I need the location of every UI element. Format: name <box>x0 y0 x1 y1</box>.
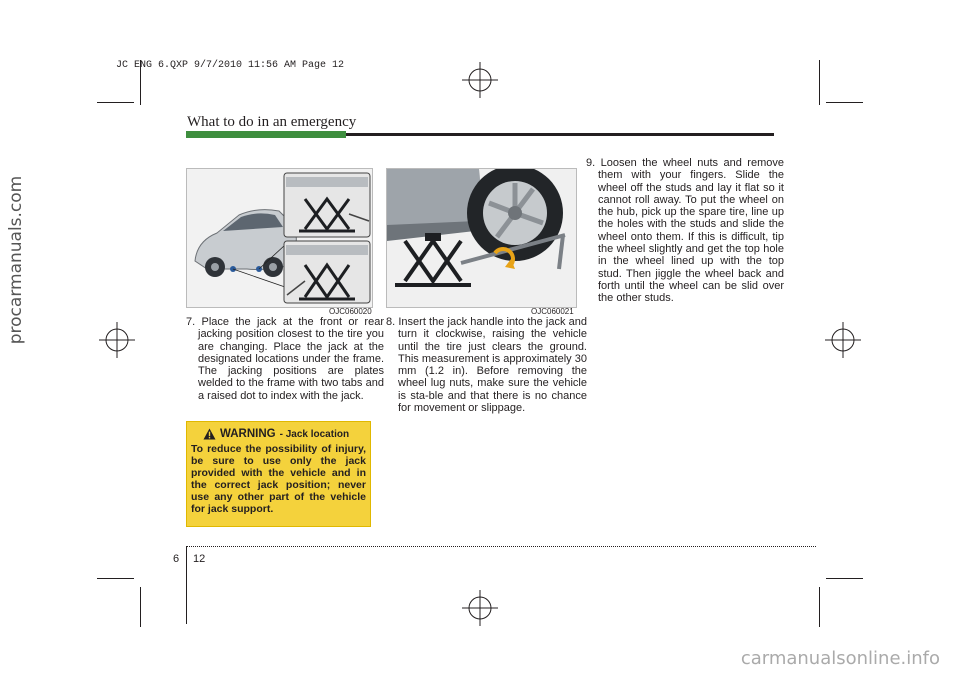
crop-mark <box>140 587 141 627</box>
step-9: 9. Loosen the wheel nuts and remove them with your fingers. Slide the wheel off the studs and lay it flat so it cannot roll away. To put the wheel on the hub, pick up the spare tire, line up the holes with the studs and slide the wheel onto them. If this is difficult, tip the wheel slightly and get the top hole in the wheel lined up with the top stud. Then jiggle the wheel back and forth until the wheel can be slid over the other studs. <box>586 157 784 305</box>
footer-divider <box>186 546 816 547</box>
print-slug: JC ENG 6.QXP 9/7/2010 11:56 AM Page 12 <box>116 60 345 71</box>
crop-mark <box>819 60 820 105</box>
figure-code: OJC060021 <box>531 307 574 316</box>
figure-jack-handle <box>386 168 577 308</box>
registration-mark <box>460 588 500 628</box>
side-watermark: procarmanuals.com <box>6 175 26 345</box>
header-accent-bar <box>186 131 346 138</box>
crop-mark <box>186 546 187 624</box>
figure-jack-points <box>186 168 373 308</box>
crop-mark <box>97 102 134 103</box>
footer-url: carmanualsonline.info <box>740 648 940 669</box>
warning-subtitle: - Jack location <box>279 428 350 440</box>
crop-mark <box>819 587 820 627</box>
registration-mark <box>97 320 137 360</box>
registration-mark <box>823 320 863 360</box>
warning-box <box>186 421 371 527</box>
crop-mark <box>97 578 134 579</box>
section-number: 6 <box>173 553 180 565</box>
warning-icon <box>203 428 216 440</box>
warning-heading <box>203 428 366 440</box>
warning-text: To reduce the possibility of injury, be sure to use only the jack provided with the vehicle and in the correct jack position; never use any other part of the vehicle for jack support. <box>191 443 366 515</box>
warning-label: WARNING <box>220 428 276 440</box>
step-8: 8. Insert the jack handle into the jack and turn it clockwise, raising the vehicle until the tire just clears the ground. This measurement is approximately 30 mm (1.2 in). Before removing the wheel lug nuts, make sure the vehicle is sta-ble and that there is no chance for movement or slippage. <box>386 316 587 415</box>
page-number: 12 <box>193 553 206 565</box>
crop-mark <box>826 578 863 579</box>
registration-mark <box>460 60 500 100</box>
section-title: What to do in an emergency <box>187 114 357 130</box>
step-7: 7. Place the jack at the front or rear jacking position closest to the tire you are changing. Place the jack at the designated locations under the frame. The jacking positions are plates welded to the frame with two tabs and a raised dot to index with the jack. <box>186 316 384 402</box>
crop-mark <box>826 102 863 103</box>
figure-code: OJC060020 <box>329 307 372 316</box>
